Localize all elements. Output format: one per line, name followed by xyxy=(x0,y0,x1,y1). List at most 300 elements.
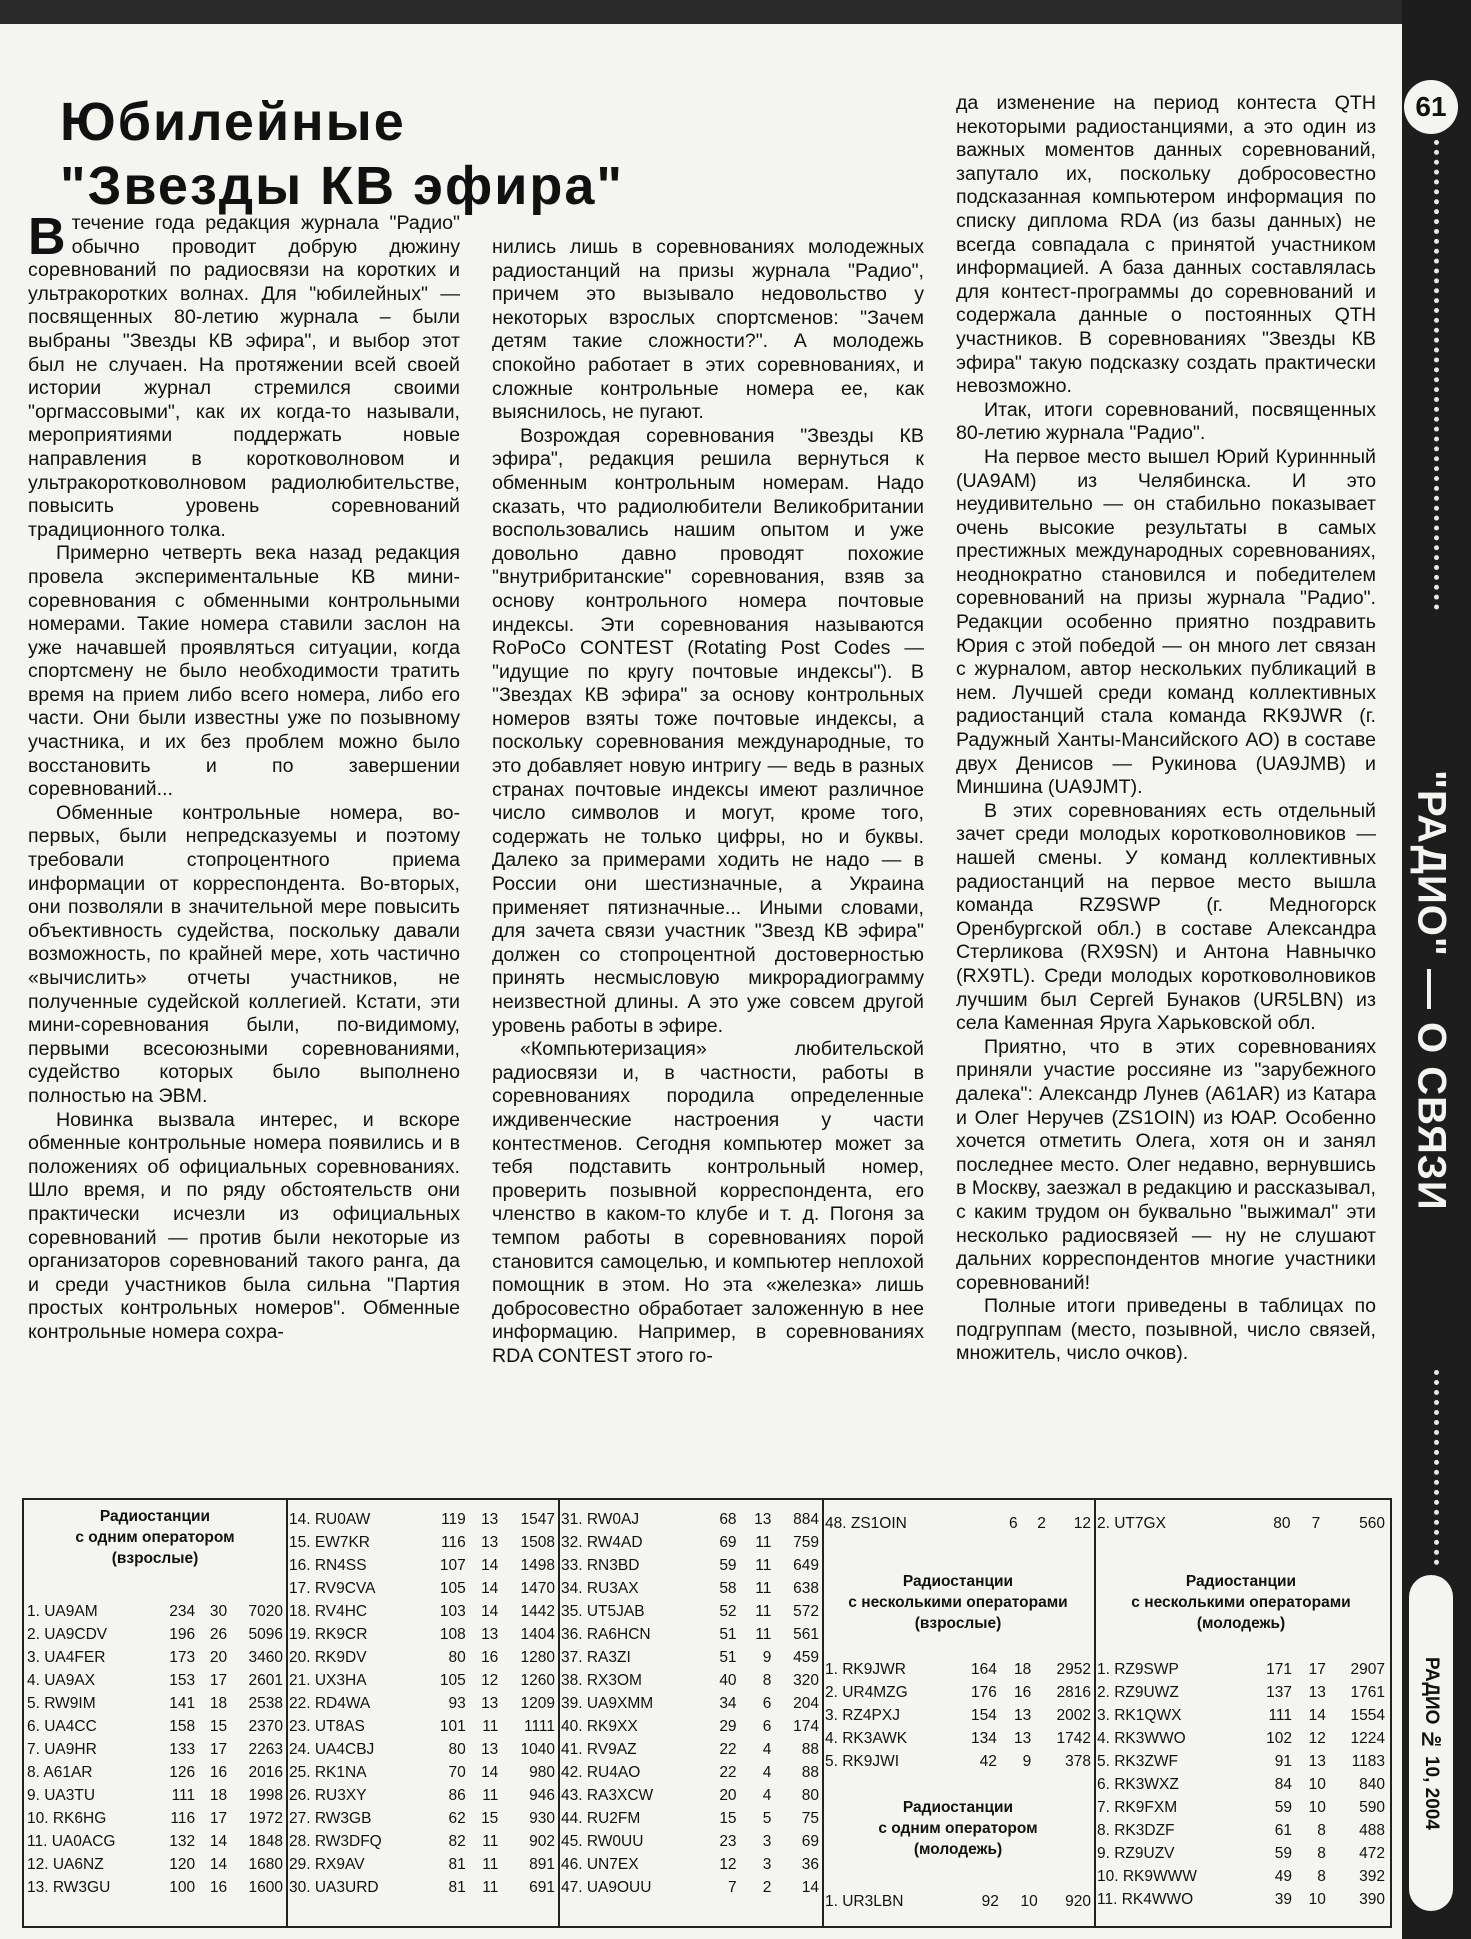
qso-cell: 100 xyxy=(169,1878,196,1896)
table-row xyxy=(1094,1865,1388,1888)
callsign-cell: 4. RK3WWO xyxy=(1097,1729,1186,1747)
caption-line: Радиостанции xyxy=(902,1573,1014,1590)
results-column-5 xyxy=(1094,1500,1388,1926)
table-row xyxy=(558,1784,822,1807)
score-cell: 36 xyxy=(801,1855,819,1873)
table-row xyxy=(558,1807,822,1830)
table-row xyxy=(1094,1796,1388,1819)
callsign-cell: 26. RU3XY xyxy=(289,1786,367,1804)
qso-cell: 81 xyxy=(448,1855,466,1873)
score-cell: 3460 xyxy=(248,1648,283,1666)
score-cell: 75 xyxy=(801,1809,819,1827)
score-cell: 1260 xyxy=(520,1671,555,1689)
qso-cell: 34 xyxy=(719,1694,737,1712)
score-cell: 590 xyxy=(1359,1798,1385,1816)
table-row xyxy=(558,1692,822,1715)
callsign-cell: 32. RW4AD xyxy=(561,1533,643,1551)
multiplier-cell: 18 xyxy=(209,1786,228,1804)
multiplier-cell: 2 xyxy=(762,1878,772,1896)
callsign-cell: 7. UA9HR xyxy=(27,1740,97,1758)
score-cell: 1183 xyxy=(1351,1752,1385,1770)
qso-cell: 171 xyxy=(1266,1660,1292,1678)
caption-multi-adult xyxy=(822,1571,1094,1634)
caption-line: с одним оператором xyxy=(75,1529,235,1546)
paragraph: нились лишь в соревнованиях молодежных радиостанций на призы журнала "Радио", причем это вызывало недовольство у некоторых взрослых спортсменов: "Зачем детям такие сложности?". А молодежь спокойно работает в этих соревнованиях, и сложные контрольные номера ее, как выяснилось, не пугают. xyxy=(492,236,924,424)
top-bar xyxy=(0,0,1471,24)
multiplier-cell: 11 xyxy=(482,1855,499,1873)
multiplier-cell: 14 xyxy=(481,1763,499,1781)
table-row xyxy=(558,1876,822,1899)
table-row xyxy=(286,1692,558,1715)
multiplier-cell: 13 xyxy=(754,1510,772,1528)
score-cell: 560 xyxy=(1359,1514,1385,1532)
multiplier-cell: 13 xyxy=(1013,1729,1032,1747)
results-table xyxy=(24,1600,286,1899)
qso-cell: 29 xyxy=(719,1717,737,1735)
article-column-1 xyxy=(28,208,460,1345)
section-title-text: "РАДИО" — О СВЯЗИ xyxy=(1409,769,1454,1211)
caption-line: (взрослые) xyxy=(111,1550,199,1567)
score-cell: 80 xyxy=(801,1786,819,1804)
paragraph: Приятно, что в этих соревнованиях приняли участие россияне из "зарубежного далека": Александр Лунев (A61AR) из Катара и Олег Неручев (ZS1OIN) из ЮАР. Особенно хочется отметить Олега, хотя он и занял последнее место. Олег недавно, вернувшись в Москву, заезжал в редакцию и рассказывал, с каким трудом он буквально "выжимал" эти несколько радиосвязей — ну не слушают дальних корреспондентов многие участники соревнований! xyxy=(956,1035,1376,1294)
results-column-1 xyxy=(24,1500,288,1926)
score-cell: 88 xyxy=(801,1740,819,1758)
qso-cell: 51 xyxy=(719,1625,737,1643)
multiplier-cell: 12 xyxy=(481,1671,499,1689)
table-row xyxy=(24,1876,286,1899)
score-cell: 2538 xyxy=(248,1694,283,1712)
score-cell: 1848 xyxy=(248,1832,283,1850)
multiplier-cell: 18 xyxy=(209,1694,228,1712)
score-cell: 920 xyxy=(1065,1892,1091,1910)
qso-cell: 15 xyxy=(719,1809,737,1827)
multiplier-cell: 10 xyxy=(1308,1798,1326,1816)
multiplier-cell: 8 xyxy=(1317,1821,1326,1839)
multiplier-cell: 13 xyxy=(481,1510,499,1528)
score-cell: 1280 xyxy=(520,1648,555,1666)
table-row xyxy=(24,1738,286,1761)
callsign-cell: 25. RK1NA xyxy=(289,1763,367,1781)
dotted-rule-top xyxy=(1434,140,1443,610)
multiplier-cell: 13 xyxy=(481,1694,499,1712)
qso-cell: 141 xyxy=(169,1694,196,1712)
score-cell: 390 xyxy=(1359,1890,1385,1908)
qso-cell: 176 xyxy=(971,1683,997,1701)
qso-cell: 80 xyxy=(1273,1514,1291,1532)
multiplier-cell: 4 xyxy=(762,1763,772,1781)
table-row xyxy=(558,1853,822,1876)
qso-cell: 51 xyxy=(719,1648,737,1666)
caption-line: с несколькими операторами xyxy=(848,1594,1068,1611)
callsign-cell: 18. RV4HC xyxy=(289,1602,368,1620)
multiplier-cell: 8 xyxy=(762,1671,772,1689)
qso-cell: 234 xyxy=(169,1602,196,1620)
article-title xyxy=(60,90,920,218)
multiplier-cell: 6 xyxy=(762,1694,772,1712)
multiplier-cell: 14 xyxy=(209,1832,228,1850)
table-row xyxy=(558,1531,822,1554)
table-row xyxy=(1094,1773,1388,1796)
table-row xyxy=(558,1715,822,1738)
caption-line: (молодежь) xyxy=(913,1841,1003,1858)
qso-cell: 173 xyxy=(169,1648,196,1666)
qso-cell: 6 xyxy=(1008,1514,1018,1532)
table-row xyxy=(822,1890,1094,1913)
callsign-cell: 7. RK9FXM xyxy=(1097,1798,1178,1816)
qso-cell: 111 xyxy=(1268,1706,1292,1724)
table-row xyxy=(558,1577,822,1600)
qso-cell: 70 xyxy=(448,1763,466,1781)
multiplier-cell: 10 xyxy=(1308,1775,1326,1793)
multiplier-cell: 13 xyxy=(481,1533,499,1551)
qso-cell: 49 xyxy=(1274,1867,1292,1885)
table-row xyxy=(558,1508,822,1531)
callsign-cell: 6. UA4CC xyxy=(27,1717,97,1735)
qso-cell: 84 xyxy=(1274,1775,1292,1793)
qso-cell: 61 xyxy=(1274,1821,1292,1839)
callsign-cell: 45. RW0UU xyxy=(561,1832,644,1850)
table-row xyxy=(822,1512,1094,1535)
table-row xyxy=(24,1715,286,1738)
score-cell: 320 xyxy=(793,1671,819,1689)
score-cell: 1742 xyxy=(1056,1729,1091,1747)
qso-cell: 107 xyxy=(439,1556,466,1574)
qso-cell: 22 xyxy=(719,1740,737,1758)
callsign-cell: 23. UT8AS xyxy=(289,1717,365,1735)
table-row xyxy=(558,1738,822,1761)
callsign-cell: 2. UR4MZG xyxy=(825,1683,908,1701)
score-cell: 88 xyxy=(801,1763,819,1781)
multiplier-cell: 10 xyxy=(1020,1892,1038,1910)
caption-multi-youth xyxy=(1094,1571,1388,1634)
table-row xyxy=(1094,1727,1388,1750)
multiplier-cell: 15 xyxy=(209,1717,228,1735)
results-table xyxy=(286,1508,558,1899)
score-cell: 561 xyxy=(793,1625,819,1643)
multiplier-cell: 12 xyxy=(1308,1729,1326,1747)
qso-cell: 69 xyxy=(719,1533,737,1551)
qso-cell: 82 xyxy=(448,1832,466,1850)
callsign-cell: 6. RK3WXZ xyxy=(1097,1775,1179,1793)
qso-cell: 105 xyxy=(439,1579,466,1597)
multiplier-cell: 9 xyxy=(762,1648,772,1666)
multiplier-cell: 6 xyxy=(762,1717,772,1735)
page-number: 61 xyxy=(1404,80,1458,134)
table-row xyxy=(822,1727,1094,1750)
table-row xyxy=(558,1600,822,1623)
callsign-cell: 2. UA9CDV xyxy=(27,1625,108,1643)
score-cell: 2907 xyxy=(1350,1660,1385,1678)
qso-cell: 137 xyxy=(1266,1683,1292,1701)
callsign-cell: 10. RK6HG xyxy=(27,1809,107,1827)
score-cell: 2816 xyxy=(1056,1683,1091,1701)
multiplier-cell: 16 xyxy=(1013,1683,1032,1701)
table-row xyxy=(24,1692,286,1715)
score-cell: 392 xyxy=(1359,1867,1385,1885)
qso-cell: 40 xyxy=(719,1671,737,1689)
table-row xyxy=(286,1876,558,1899)
table-row xyxy=(1094,1750,1388,1773)
score-cell: 1998 xyxy=(248,1786,283,1804)
results-table xyxy=(822,1512,1094,1535)
callsign-cell: 3. RZ4PXJ xyxy=(825,1706,900,1724)
score-cell: 459 xyxy=(793,1648,819,1666)
article-title-line1: Юбилейные xyxy=(60,92,406,152)
multiplier-cell: 13 xyxy=(1308,1683,1326,1701)
callsign-cell: 24. UA4CBJ xyxy=(289,1740,375,1758)
results-column-2 xyxy=(286,1500,560,1926)
score-cell: 488 xyxy=(1359,1821,1385,1839)
paragraph: Возрождая соревнования "Звезды КВ эфира", редакция решила вернуться к обменным контрольным номерам. Надо сказать, что радиолюбители Великобритании воспользовались нашим опытом и уже довольно давно проводят похожие "внутрибританские" соревнования, взяв за основу контрольного номера почтовые индексы. Эти соревнования называются RoPoCo CONTEST (Rotating Post Codes — "идущие по кругу почтовые индексы"). В "Звездах КВ эфира" за основу контрольных номеров взяты тоже почтовые индексы, а поскольку соревнования международные, то это добавляет новую интригу — ведь в разных странах почтовые индексы имеют различное число символов и могут, кроме того, содержать не только цифры, но и буквы. Далеко за примерами ходить не надо — в России они шестизначные, а Украина применяет пятизначные... Иными словами, для зачета связи участник "Звезд КВ эфира" должен со стопроцентной достоверностью принять несмысловую микрорадиограмму неизвестной длины. А это уже совсем другой уровень работы в эфире. xyxy=(492,424,924,1037)
table-row xyxy=(286,1554,558,1577)
paragraph: На первое место вышел Юрий Куриннный (UA9AM) из Челябинска. И это неудивительно — он стабильно показывает очень высокие результаты в самых престижных международных соревнованиях, неоднократно становился и победителем соревнований на призы журнала "Радио". Редакции особенно приятно поздравить Юрия с этой победой — он много лет связан с журналом, автор нескольких публикаций в нем. Лучшей среди команд коллективных радиостанций стала команда RK9JWR (г. Радужный Ханты-Мансийского АО) в составе двух Денисов — Рукинова (UA9JMB) и Миншина (UA9JMT). xyxy=(956,445,1376,799)
score-cell: 1547 xyxy=(520,1510,555,1528)
dotted-rule-bottom xyxy=(1434,1370,1443,1565)
score-cell: 5096 xyxy=(248,1625,283,1643)
qso-cell: 23 xyxy=(719,1832,737,1850)
multiplier-cell: 11 xyxy=(482,1717,499,1735)
qso-cell: 80 xyxy=(448,1648,466,1666)
table-row xyxy=(286,1531,558,1554)
article-column-2 xyxy=(492,236,924,1369)
paragraph: «Компьютеризация» любительской радиосвязи и, в частности, работы в соревнованиях породила определенные иждивенческие настроения у части контестменов. Сегодня компьютер может за тебя подставить контрольный номер, проверить позывной корреспондента, его членство в каком-то клубе и т. д. Погоня за темпом работы в соревнованиях порой становится самоцелью, и компьютер неплохой помощник в этом. Но эта «железка» лишь добросовестно обработает заложенную в нее информацию. Например, в соревнованиях RDA CONTEST этого го- xyxy=(492,1038,924,1367)
callsign-cell: 1. UR3LBN xyxy=(825,1892,904,1910)
multiplier-cell: 26 xyxy=(209,1625,228,1643)
multiplier-cell: 11 xyxy=(755,1533,772,1551)
qso-cell: 52 xyxy=(719,1602,737,1620)
callsign-cell: 21. UX3HA xyxy=(289,1671,367,1689)
table-row xyxy=(286,1600,558,1623)
score-cell: 2952 xyxy=(1056,1660,1091,1678)
table-row xyxy=(1094,1512,1388,1535)
qso-cell: 116 xyxy=(170,1809,196,1827)
multiplier-cell: 14 xyxy=(481,1556,499,1574)
callsign-cell: 17. RV9CVA xyxy=(289,1579,376,1597)
score-cell: 649 xyxy=(793,1556,819,1574)
callsign-cell: 5. RW9IM xyxy=(27,1694,96,1712)
qso-cell: 116 xyxy=(441,1533,466,1551)
table-row xyxy=(24,1600,286,1623)
score-cell: 378 xyxy=(1065,1752,1091,1770)
table-row xyxy=(1094,1681,1388,1704)
qso-cell: 164 xyxy=(971,1660,997,1678)
qso-cell: 92 xyxy=(981,1892,999,1910)
multiplier-cell: 11 xyxy=(755,1556,772,1574)
score-cell: 204 xyxy=(793,1694,819,1712)
caption-line: с несколькими операторами xyxy=(1131,1594,1351,1611)
table-row xyxy=(286,1761,558,1784)
score-cell: 174 xyxy=(793,1717,819,1735)
callsign-cell: 1. UA9AM xyxy=(27,1602,98,1620)
multiplier-cell: 8 xyxy=(1317,1867,1326,1885)
callsign-cell: 31. RW0AJ xyxy=(561,1510,640,1528)
caption-line: (взрослые) xyxy=(914,1615,1002,1632)
qso-cell: 22 xyxy=(719,1763,737,1781)
multiplier-cell: 10 xyxy=(1308,1890,1326,1908)
issue-label xyxy=(1409,1575,1453,1911)
callsign-cell: 46. UN7EX xyxy=(561,1855,639,1873)
paragraph: Итак, итоги соревнований, посвященных 80-летию журнала "Радио". xyxy=(956,398,1376,445)
multiplier-cell: 14 xyxy=(481,1602,499,1620)
score-cell: 1680 xyxy=(248,1855,283,1873)
score-cell: 7020 xyxy=(248,1602,283,1620)
qso-cell: 103 xyxy=(439,1602,466,1620)
table-row xyxy=(24,1623,286,1646)
score-cell: 572 xyxy=(793,1602,819,1620)
table-row xyxy=(558,1646,822,1669)
multiplier-cell: 3 xyxy=(762,1855,772,1873)
score-cell: 1442 xyxy=(520,1602,555,1620)
multiplier-cell: 16 xyxy=(209,1878,228,1896)
callsign-cell: 1. RZ9SWP xyxy=(1097,1660,1179,1678)
caption-single-adult xyxy=(24,1506,286,1578)
multiplier-cell: 7 xyxy=(1311,1514,1321,1532)
callsign-cell: 11. UA0ACG xyxy=(27,1832,116,1850)
score-cell: 472 xyxy=(1359,1844,1385,1862)
score-cell: 840 xyxy=(1359,1775,1385,1793)
qso-cell: 91 xyxy=(1274,1752,1292,1770)
multiplier-cell: 5 xyxy=(762,1809,772,1827)
score-cell: 1224 xyxy=(1350,1729,1385,1747)
callsign-cell: 8. A61AR xyxy=(27,1763,93,1781)
qso-cell: 20 xyxy=(719,1786,737,1804)
qso-cell: 86 xyxy=(448,1786,466,1804)
qso-cell: 7 xyxy=(727,1878,737,1896)
callsign-cell: 5. RK9JWI xyxy=(825,1752,900,1770)
caption-line: Радиостанции xyxy=(902,1799,1014,1816)
qso-cell: 158 xyxy=(169,1717,196,1735)
table-row xyxy=(286,1669,558,1692)
multiplier-cell: 16 xyxy=(209,1763,228,1781)
multiplier-cell: 11 xyxy=(482,1832,499,1850)
multiplier-cell: 11 xyxy=(755,1602,772,1620)
score-cell: 759 xyxy=(793,1533,819,1551)
qso-cell: 58 xyxy=(719,1579,737,1597)
paragraph: Новинка вызвала интерес, и вскоре обменные контрольные номера появились и в положениях об официальных соревнованиях. Шло время, и по ряду обстоятельств они практически исчезли из официальных соревнований — против были некоторые из организаторов соревнований такого ранга, да и среди участников была сильна "Партия простых контрольных номеров". Обменные контрольные номера сохра- xyxy=(28,1108,460,1343)
paragraph: Примерно четверть века назад редакция провела экспериментальные КВ мини-соревнования с обменными контрольными номерами. Такие номера ставили заслон на уже начавшей проявляться ситуации, когда спортсмену не было необходимости тратить время на прием либо всего номера, либо его части. Они были известны уже по позывному участника, и их без проблем можно было восстановить и по завершении соревнований... xyxy=(28,542,460,801)
qso-cell: 126 xyxy=(169,1763,196,1781)
callsign-cell: 35. UT5JAB xyxy=(561,1602,645,1620)
score-cell: 1761 xyxy=(1350,1683,1385,1701)
table-row xyxy=(24,1669,286,1692)
paragraph xyxy=(28,208,460,542)
multiplier-cell: 13 xyxy=(1013,1706,1032,1724)
qso-cell: 120 xyxy=(169,1855,196,1873)
table-row xyxy=(286,1715,558,1738)
table-row xyxy=(558,1761,822,1784)
callsign-cell: 3. UA4FER xyxy=(27,1648,106,1666)
qso-cell: 93 xyxy=(448,1694,466,1712)
table-row xyxy=(24,1784,286,1807)
article-title-line2: "Звезды КВ эфира" xyxy=(60,156,625,216)
multiplier-cell: 4 xyxy=(762,1740,772,1758)
issue-label-text: РАДИО № 10, 2004 xyxy=(1421,1656,1442,1830)
qso-cell: 81 xyxy=(448,1878,466,1896)
multiplier-cell: 17 xyxy=(209,1740,228,1758)
caption-line: (молодежь) xyxy=(1196,1615,1286,1632)
score-cell: 2263 xyxy=(248,1740,283,1758)
multiplier-cell: 14 xyxy=(209,1855,228,1873)
score-cell: 1508 xyxy=(520,1533,555,1551)
multiplier-cell: 16 xyxy=(481,1648,499,1666)
table-row xyxy=(1094,1888,1388,1911)
score-cell: 1972 xyxy=(248,1809,283,1827)
callsign-cell: 40. RK9XX xyxy=(561,1717,638,1735)
caption-line: с одним оператором xyxy=(878,1820,1038,1837)
callsign-cell: 8. RK3DZF xyxy=(1097,1821,1175,1839)
results-column-4 xyxy=(822,1500,1096,1926)
callsign-cell: 2. RZ9UWZ xyxy=(1097,1683,1179,1701)
score-cell: 1470 xyxy=(520,1579,555,1597)
table-row xyxy=(1094,1842,1388,1865)
table-row xyxy=(286,1646,558,1669)
score-cell: 2370 xyxy=(248,1717,283,1735)
table-row xyxy=(286,1807,558,1830)
multiplier-cell: 9 xyxy=(1022,1752,1032,1770)
qso-cell: 108 xyxy=(439,1625,466,1643)
callsign-cell: 27. RW3GB xyxy=(289,1809,372,1827)
score-cell: 1498 xyxy=(520,1556,555,1574)
results-table xyxy=(822,1658,1094,1773)
callsign-cell: 22. RD4WA xyxy=(289,1694,371,1712)
multiplier-cell: 11 xyxy=(482,1786,499,1804)
article-column-3 xyxy=(956,92,1376,1366)
score-cell: 1404 xyxy=(520,1625,555,1643)
score-cell: 691 xyxy=(529,1878,555,1896)
score-cell: 14 xyxy=(801,1878,819,1896)
multiplier-cell: 20 xyxy=(209,1648,228,1666)
table-row xyxy=(822,1658,1094,1681)
qso-cell: 59 xyxy=(719,1556,737,1574)
callsign-cell: 34. RU3AX xyxy=(561,1579,639,1597)
qso-cell: 105 xyxy=(439,1671,466,1689)
table-row xyxy=(24,1761,286,1784)
table-row xyxy=(24,1830,286,1853)
callsign-cell: 4. RK3AWK xyxy=(825,1729,908,1747)
score-cell: 902 xyxy=(529,1832,555,1850)
callsign-cell: 29. RX9AV xyxy=(289,1855,365,1873)
paragraph: да изменение на период контеста QTH некоторыми радиостанциями, а это один из важных моментов данных соревнований, запутало их, поскольку добросовестно подсказанная компьютером информация по списку диплома RDA (из базы данных) не всегда совпадала с принятой участником информацией. А база данных составлялась для контест-программы до соревнований и содержала данные о постоянных QTH участников. В соревнованиях "Звезды КВ эфира" такую подсказку создать практически невозможно. xyxy=(956,92,1376,398)
multiplier-cell: 17 xyxy=(209,1809,228,1827)
multiplier-cell: 11 xyxy=(755,1625,772,1643)
qso-cell: 59 xyxy=(1274,1798,1292,1816)
caption-single-youth xyxy=(822,1797,1094,1860)
score-cell: 891 xyxy=(529,1855,555,1873)
callsign-cell: 33. RN3BD xyxy=(561,1556,640,1574)
callsign-cell: 48. ZS1OIN xyxy=(825,1514,907,1532)
callsign-cell: 5. RK3ZWF xyxy=(1097,1752,1178,1770)
callsign-cell: 1. RK9JWR xyxy=(825,1660,906,1678)
callsign-cell: 39. UA9XMM xyxy=(561,1694,654,1712)
score-cell: 980 xyxy=(529,1763,555,1781)
results-table xyxy=(822,1890,1094,1913)
paragraph-text: течение года редакция журнала "Радио" обычно проводит добрую дюжину соревнований по радиосвязи на коротких и ультракоротких волнах. Для "юбилейных" — посвященных 80-летию журнала – были выбраны "Звезды КВ эфира", и выбор этот был не случаен. На протяжении всей своей истории журнал стремился своими "оргмассовыми", как их когда-то называли, мероприятиями поддержать новые направления в коротковолновом и ультракоротковолновом радиолюбительстве, повысить уровень соревнований традиционного толка. xyxy=(28,212,460,541)
table-row xyxy=(286,1508,558,1531)
table-row xyxy=(558,1830,822,1853)
caption-line: Радиостанции xyxy=(99,1508,211,1525)
callsign-cell: 42. RU4AO xyxy=(561,1763,641,1781)
results-table xyxy=(1094,1512,1388,1535)
score-cell: 1209 xyxy=(520,1694,555,1712)
table-row xyxy=(286,1738,558,1761)
multiplier-cell: 11 xyxy=(482,1878,499,1896)
callsign-cell: 38. RX3OM xyxy=(561,1671,642,1689)
table-row xyxy=(558,1623,822,1646)
multiplier-cell: 13 xyxy=(481,1625,499,1643)
table-row xyxy=(24,1646,286,1669)
callsign-cell: 41. RV9AZ xyxy=(561,1740,637,1758)
qso-cell: 101 xyxy=(439,1717,466,1735)
